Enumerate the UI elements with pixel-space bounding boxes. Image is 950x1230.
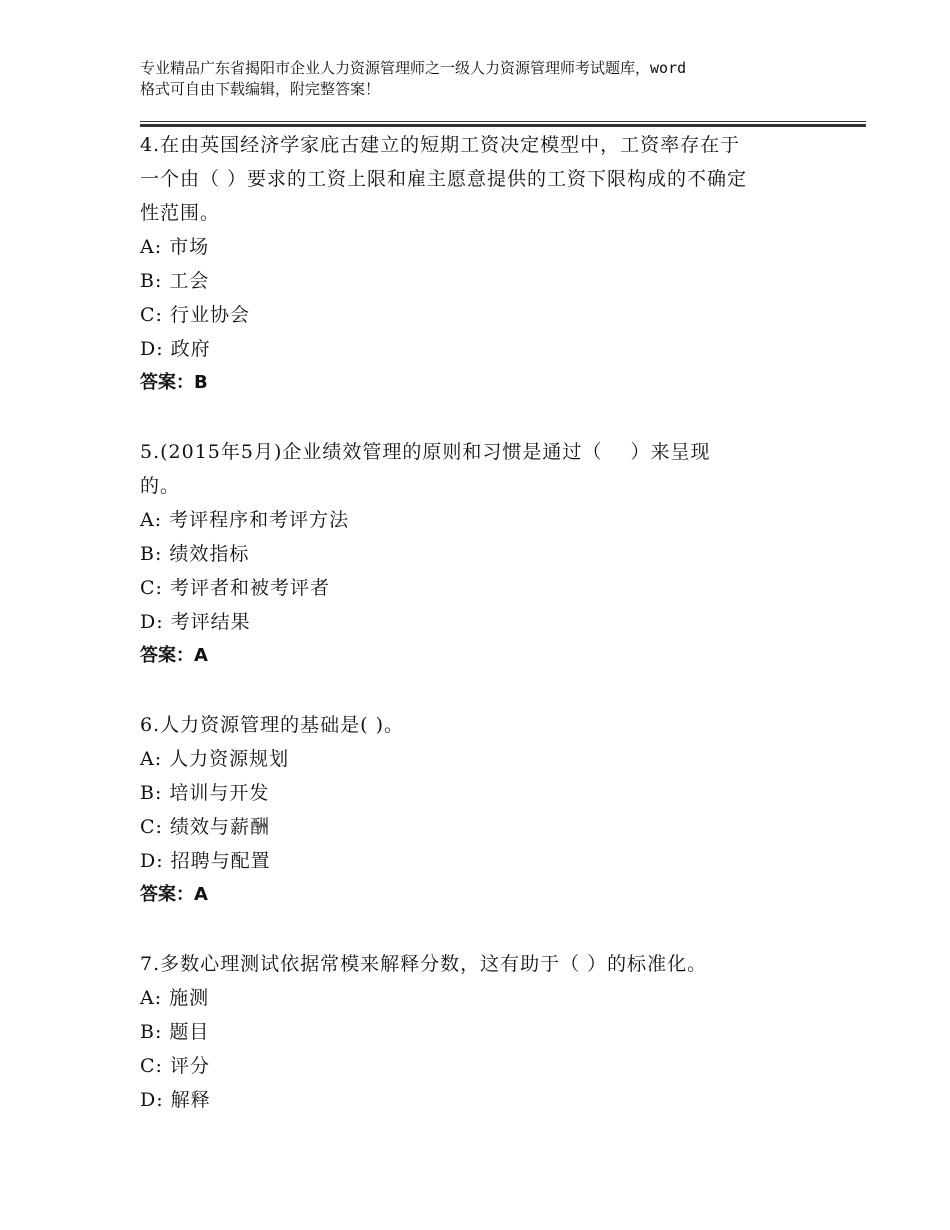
option-b: B: 绩效指标 [140, 543, 250, 565]
option-c: C: 行业协会 [140, 304, 250, 326]
question-stem-line: 6.人力资源管理的基础是( )。 [140, 714, 404, 736]
option-b: B: 题目 [140, 1021, 210, 1043]
question-stem-line: 性范围。 [140, 202, 221, 224]
option-a: A: 市场 [140, 236, 210, 258]
option-a: A: 考评程序和考评方法 [140, 509, 350, 531]
header-rule-thin [140, 121, 866, 122]
option-c: C: 考评者和被考评者 [140, 577, 330, 599]
option-d: D: 招聘与配置 [140, 850, 271, 872]
question-spacer [140, 400, 820, 435]
question-list [140, 128, 820, 1117]
option-d: D: 政府 [140, 338, 211, 360]
question-spacer [140, 912, 820, 947]
question-stem-line: 7.多数心理测试依据常模来解释分数，这有助于（ ）的标准化。 [140, 953, 708, 975]
option-d: D: 解释 [140, 1089, 211, 1111]
option-c: C: 绩效与薪酬 [140, 816, 270, 838]
question-7 [140, 947, 820, 1117]
option-a: A: 人力资源规划 [140, 748, 290, 770]
answer-label: 答案：A [140, 645, 208, 666]
question-stem-line: 一个由（ ）要求的工资上限和雇主愿意提供的工资下限构成的不确定 [140, 168, 748, 190]
question-stem-line: 的。 [140, 475, 181, 497]
question-stem-line: 4.在由英国经济学家庇古建立的短期工资决定模型中，工资率存在于 [140, 134, 741, 156]
question-5 [140, 435, 820, 673]
option-d: D: 考评结果 [140, 611, 251, 633]
option-b: B: 培训与开发 [140, 782, 270, 804]
header-line-1: 专业精品广东省揭阳市企业人力资源管理师之一级人力资源管理师考试题库，word [140, 59, 687, 77]
answer-label: 答案：B [140, 372, 208, 393]
header-rule-thick [140, 124, 866, 127]
question-6 [140, 708, 820, 912]
header-line-2: 格式可自由下载编辑，附完整答案！ [140, 80, 381, 98]
question-4 [140, 128, 820, 400]
answer-label: 答案：A [140, 884, 208, 905]
option-b: B: 工会 [140, 270, 210, 292]
question-stem-line: 5.(2015年5月)企业绩效管理的原则和习惯是通过（ ）来呈现 [140, 441, 711, 463]
question-spacer [140, 673, 820, 708]
option-c: C: 评分 [140, 1055, 210, 1077]
document-header [140, 58, 840, 100]
option-a: A: 施测 [140, 987, 210, 1009]
